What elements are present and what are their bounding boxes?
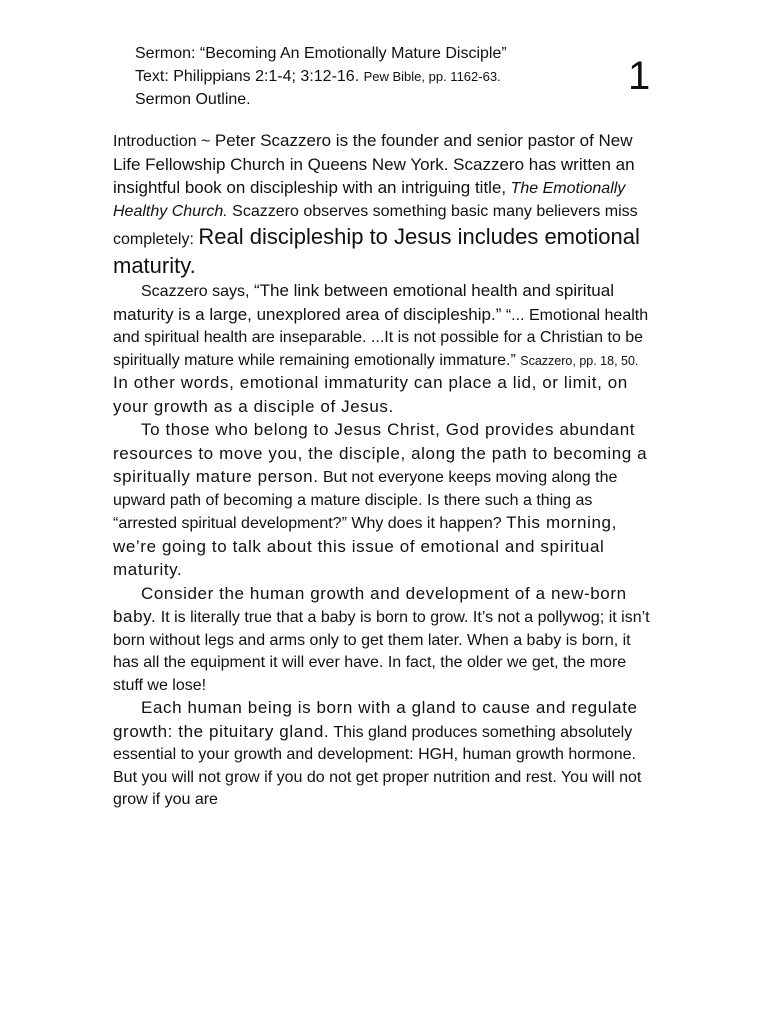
p4-text-a: Consider the human growth and development of a new-born baby. (113, 583, 627, 626)
p5-text-a: Each human being is born with a gland to cause and regulate growth: the pituitary gland. (113, 698, 638, 741)
pew-bible-reference: Pew Bible, pp. 1162-63. (363, 69, 501, 84)
p2-tail: In other words, emotional immaturity can place a lid, or limit, on your growth as a disciple of Jesus. (113, 373, 628, 416)
intro-text-a: Peter Scazzero is the founder and senior pastor of New Life Fellowship Church in Queens New York. Scazzero has written an insightful book on discipleship with an intriguing title, (113, 131, 635, 197)
outline-label: Sermon Outline. (135, 91, 251, 108)
paragraph-2 (113, 280, 653, 419)
sermon-header (135, 42, 507, 111)
intro-label: Introduction ~ (113, 133, 211, 150)
p3-text-c: This morning, we’re going to talk about this issue of emotional and spiritual maturity. (113, 513, 617, 579)
p2-quote-1: “The link between emotional health and spiritual maturity is a large, unexplored area of discipleship.” (113, 281, 614, 324)
page-number: 1 (628, 54, 651, 98)
p3-text-a: To those who belong to Jesus Christ, God provides abundant resources to move you, the disciple, along the path to becoming a spiritually mature person. (113, 420, 648, 486)
paragraph-5 (113, 697, 653, 812)
book-title: The Emotionally Healthy Church. (113, 180, 626, 220)
paragraph-4 (113, 583, 653, 698)
paragraph-3 (113, 419, 653, 583)
sermon-body (113, 130, 653, 812)
p2-quote-2: “... Emotional health and spiritual health are inseparable. ...It is not possible for a Christian to be spiritually mature while remaining emotionally immature.” (113, 306, 649, 369)
intro-text-b: Scazzero observes something basic many believers miss completely: (113, 202, 638, 248)
p4-text-b: It is literally true that a baby is born to grow. It’s not a pollywog; it isn’t born without legs and arms only to get them later. When a baby is born, it has all the equipment it will ever have. In fact, the older we get, the more stuff we lose! (113, 609, 650, 694)
intro-paragraph (113, 130, 653, 280)
sermon-title: Sermon: “Becoming An Emotionally Mature Disciple” (135, 45, 507, 62)
scripture-text: Text: Philippians 2:1-4; 3:12-16. (135, 68, 360, 85)
p2-lead: Scazzero says, (141, 283, 250, 300)
p3-text-b: But not everyone keeps moving along the upward path of becoming a mature disciple. Is there such a thing as “arrested spiritual development?” Why does it happen? (113, 469, 618, 532)
scripture-reference (135, 65, 507, 88)
p5-text-b: This gland produces something absolutely essential to your growth and development: HGH, human growth hormone. But you will not grow if you do not get proper nutrition and rest. You will not grow if you are (113, 723, 642, 808)
p2-citation: Scazzero, pp. 18, 50. (520, 353, 639, 368)
key-statement: Real discipleship to Jesus includes emotional maturity. (113, 224, 640, 278)
